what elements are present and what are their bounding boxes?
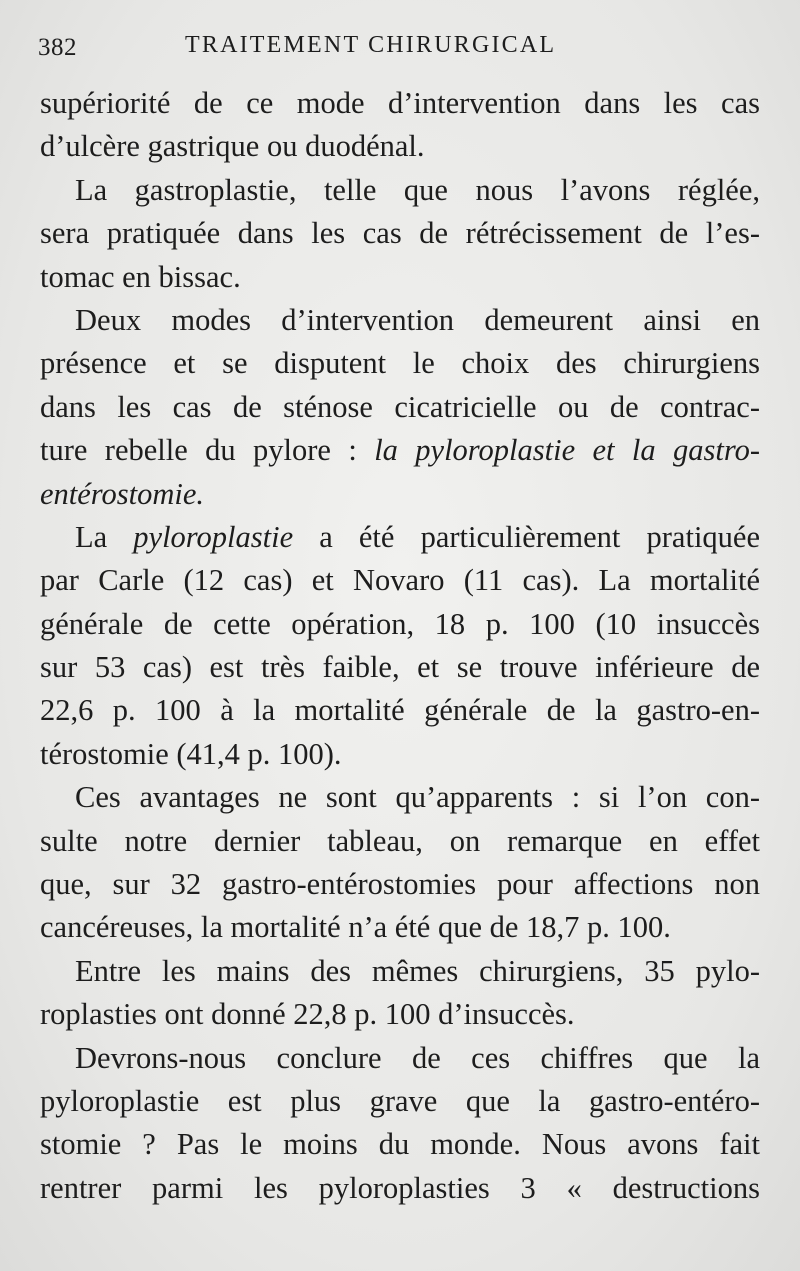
page-header <box>38 30 778 70</box>
italic-text: la pyloroplastie et la gastro- <box>374 433 760 468</box>
text-line: sur 53 cas) est très faible, et se trouve inférieure de <box>40 650 760 685</box>
text-line: sulte notre dernier tableau, on remarque en effet <box>40 823 760 858</box>
body-text <box>40 82 760 1210</box>
italic-text-line: entérostomie. <box>40 476 205 511</box>
paragraph-start-line: Entre les mains des mêmes chirurgiens, 35 pylo- <box>75 953 760 988</box>
text-line: présence et se disputent le choix des chirurgiens <box>40 346 760 381</box>
text-line: sera pratiquée dans les cas de rétrécissement de l’es- <box>40 216 760 251</box>
text-line <box>40 429 760 472</box>
text-line: rentrer parmi les pyloroplasties 3 « destructions <box>40 1170 760 1205</box>
text-line: par Carle (12 cas) et Novaro (11 cas). La mortalité <box>40 563 760 598</box>
paragraph-start-line: Devrons-nous conclure de ces chiffres que la <box>75 1040 760 1075</box>
paragraph-start-line: Deux modes d’intervention demeurent ainsi en <box>75 302 760 337</box>
text-segment: ture rebelle du pylore : <box>40 433 375 468</box>
text-line: que, sur 32 gastro-entérostomies pour affections non <box>40 867 760 902</box>
italic-text: pyloroplastie <box>133 519 294 554</box>
text-line: générale de cette opération, 18 p. 100 (10 insuccès <box>40 606 760 641</box>
text-line: supériorité de ce mode d’intervention dans les cas <box>40 86 760 120</box>
paragraph-start-line: La gastroplastie, telle que nous l’avons réglée, <box>75 172 760 207</box>
text-line: dans les cas de sténose cicatricielle ou de contrac- <box>40 389 760 424</box>
text-segment: a été particulièrement pratiquée <box>293 519 760 554</box>
page-number: 382 <box>38 34 77 61</box>
running-title: TRAITEMENT CHIRURGICAL <box>185 32 557 58</box>
paragraph-start-line: Ces avantages ne sont qu’apparents : si l’on con- <box>75 780 760 815</box>
text-line: pyloroplastie est plus grave que la gastro-entéro- <box>40 1083 760 1118</box>
text-line: térostomie (41,4 p. 100). <box>40 736 342 771</box>
text-line: 22,6 p. 100 à la mortalité générale de la gastro-en- <box>40 693 760 728</box>
text-line: stomie ? Pas le moins du monde. Nous avons fait <box>40 1127 760 1162</box>
text-line: tomac en bissac. <box>40 259 241 294</box>
text-segment: La <box>75 519 134 554</box>
paragraph-start-line <box>40 516 760 559</box>
text-line: d’ulcère gastrique ou duodénal. <box>40 129 425 164</box>
text-line: roplasties ont donné 22,8 p. 100 d’insuccès. <box>40 997 575 1032</box>
text-line: cancéreuses, la mortalité n’a été que de 18,7 p. 100. <box>40 910 671 945</box>
